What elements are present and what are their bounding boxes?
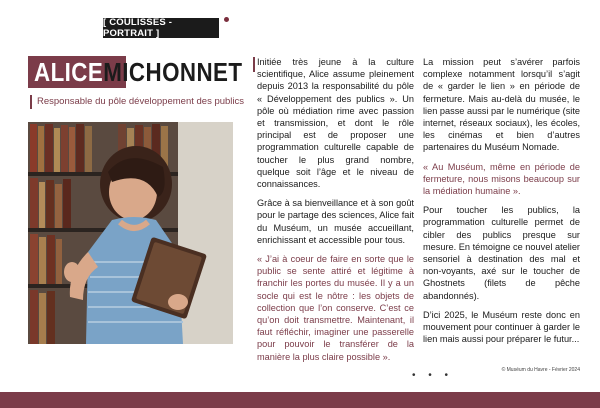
paragraph: Initiée très jeune à la culture scientifique, Alice assume pleinement depuis 2013 la responsabilité du pôle « Développement des publics ». Un pôle où médiation rime avec passion et transmission, et dont le rôle principal est de proposer une programmation culturelle capable de toucher le plus grand nombre, quelque soit l’âge et le niveau de connaissances. <box>257 57 414 190</box>
page-dots: • • • <box>412 370 454 381</box>
copyright-credit: © Muséum du Havre - Février 2024 <box>501 367 580 373</box>
decorative-dot <box>224 17 229 22</box>
role-title: Responsable du pôle développement des publics <box>37 96 245 107</box>
paragraph: D’ici 2025, le Muséum reste donc en mouvement pour continuer à garder le lien mais aussi pour préparer le futur... <box>423 309 580 345</box>
paragraph: La mission peut s’avérer parfois complexe notamment lorsqu’il s’agit de « garder le lien » en période de fermeture. Mais au-delà du musée, le lien passe aussi par le numérique (site internet, réseaux sociaux), les écoles, les cinémas et bien d’autres partenaires du Muséum Nomade. <box>423 57 580 153</box>
person-name <box>34 56 242 88</box>
footer-band <box>0 392 600 408</box>
text-accent-bar <box>253 57 255 72</box>
last-name: MICHONNET <box>103 57 243 87</box>
pull-quote: « Au Muséum, même en période de fermeture, nous misons beaucoup sur la médiation humaine ». <box>423 161 580 197</box>
paragraph: Pour toucher les publics, la programmation culturelle permet de cibler des publics presque sur mesure. En témoigne ce nouvel atelier sensoriel à destination des mal et non-voyants, axé sur le toucher de Ghostnets (filets de pêche abandonnés). <box>423 205 580 301</box>
pull-quote: « J’ai à coeur de faire en sorte que le public se sente attiré et légitime à franchir les portes du musée. Il y a un socle qui est le nôtre : les objets de collection que l’on conserve. C’est ce qu’on doit transmettre. Maintenant, il faut réfléchir, imaginer une passerelle pour pouvoir le transférer de la manière la plus claire possible ». <box>257 254 414 362</box>
portrait-photo <box>28 122 233 344</box>
article-column-1 <box>257 56 414 370</box>
paragraph: Grâce à sa bienveillance et à son goût pour le partage des sciences, Alice fait du Muséum, un musée accueillant, enrichissant et accessible pour tous. <box>257 198 414 245</box>
first-name: ALICE <box>34 57 104 87</box>
section-tag: [ COULISSES - PORTRAIT ] <box>103 18 219 38</box>
article-column-2 <box>423 56 580 352</box>
role-accent-bar <box>30 95 32 109</box>
